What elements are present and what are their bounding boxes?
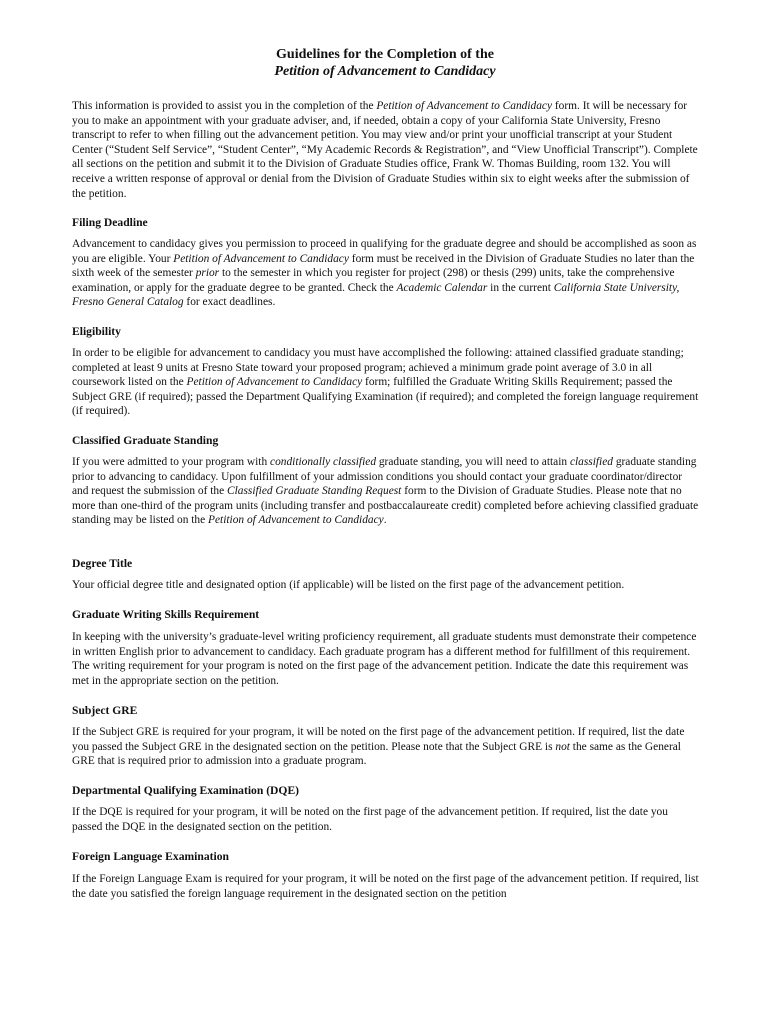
italic-text-run: Classified Graduate Standing Request <box>227 485 402 498</box>
text-run: graduate standing prior to advancing to candidacy. Upon fulfillment of your admission conditions you should contact your graduate coordinator/director and request the submission of the <box>72 456 697 498</box>
text-run: Your official degree title and designated option (if applicable) will be listed on the first page of the advancement petition. <box>72 579 625 591</box>
intro-paragraph <box>72 99 700 201</box>
italic-text-run: prior <box>195 267 220 280</box>
text-run: In order to be eligible for advancement to candidacy you must have accomplished the following: attained classified graduate standing; completed at least 9 units at Fresno State toward your proposed program; achieved a minimum grade point average of 3.0 in all coursework listed on the <box>72 347 684 389</box>
section-body-eligibility <box>72 346 700 419</box>
italic-text-run: California State University, Fresno General Catalog <box>72 281 680 309</box>
italic-text-run: Petition of Advancement to Candidacy <box>186 376 363 389</box>
text-run: in the current <box>487 281 554 294</box>
text-run: This information is provided to assist you in the completion of the <box>72 100 377 112</box>
text-run: to the semester in which you register for project (298) or thesis (299) units, take the comprehensive examination, or apply for the graduate degree to be granted. Check the <box>72 267 675 294</box>
text-run: If the Subject GRE is required for your program, it will be noted on the first page of the advancement petition. If required, list the date you passed the Subject GRE in the designated section on the petition. Please note that the Subject GRE is <box>72 726 685 753</box>
italic-text-run: classified <box>569 456 613 468</box>
section-heading-degree-title: Degree Title <box>72 557 133 570</box>
title-line-2: Petition of Advancement to Candidacy <box>274 64 496 79</box>
section-heading-classified-standing: Classified Graduate Standing <box>72 434 219 447</box>
section-body-dqe <box>72 805 700 834</box>
text-run: for exact deadlines. <box>183 296 276 309</box>
section-body-writing-skills <box>72 630 700 688</box>
section-body-subject-gre <box>72 725 700 769</box>
italic-text-run: Petition of Advancement to Candidacy <box>208 514 384 527</box>
text-run: graduate standing, you will need to attain <box>376 456 570 468</box>
text-run: form must be received in the Division of Graduate Studies no later than the sixth week of the semester <box>72 252 695 280</box>
text-run: form. It will be necessary for you to make an appointment with your graduate adviser, and, if needed, obtain a copy of your California State University, Fresno transcript to refer to when filling out the advancement petition. You may view and/or print your unofficial transcript at your Student Center (“Student Self Service”, “Student Center”, “My Academic Records & Registration”, and “View Unofficial Transcript”). Complete all sections on the petition and submit it to the Division of Graduate Studies office, Frank W. Thomas Building, room 132. You will receive a written response of approval or denial from the Division of Graduate Studies within six to eight weeks after the submission of the petition. <box>72 100 698 200</box>
text-run: form; fulfilled the Graduate Writing Skills Requirement; passed the Subject GRE (if required); passed the Department Qualifying Examination (if required); and completed the foreign language requirement (if required). <box>72 376 699 418</box>
italic-text-run: conditionally classified <box>270 456 377 468</box>
section-body-filing-deadline <box>72 237 700 310</box>
title-line-1: Guidelines for the Completion of the <box>276 47 494 62</box>
section-heading-dqe: Departmental Qualifying Examination (DQE) <box>72 784 300 797</box>
section-body-degree-title <box>72 578 700 593</box>
italic-text-run: Petition of Advancement to Candidacy <box>173 252 349 265</box>
text-run: In keeping with the university’s graduate-level writing proficiency requirement, all graduate students must demonstrate their competence in written English prior to advancement to candidacy. Each graduate program has a different method for fulfillment of this requirement. The writing requirement for your program is noted on the first page of the advancement petition. Indicate the date this requirement was met in the appropriate section on the petition. <box>72 631 697 687</box>
text-run: . <box>383 514 387 527</box>
text-run: If the Foreign Language Exam is required for your program, it will be noted on the first page of the advancement petition. If required, list the date you satisfied the foreign language requirement in the designated section on the petition <box>72 873 699 900</box>
section-heading-eligibility: Eligibility <box>72 325 121 338</box>
section-heading-subject-gre: Subject GRE <box>72 704 138 717</box>
italic-text-run: Petition of Advancement to Candidacy <box>376 100 553 112</box>
section-body-classified-standing <box>72 455 700 528</box>
document-title <box>0 46 770 80</box>
text-run: Advancement to candidacy gives you permission to proceed in qualifying for the graduate degree and should be accomplished as soon as you are eligible. Your <box>72 238 697 265</box>
italic-text-run: not <box>555 740 570 753</box>
text-run: form to the Division of Graduate Studies. Please note that no more than one-third of the program units (including transfer and postbaccalaureate credit) completed before achieving classified graduate standing may be listed on the <box>72 485 699 527</box>
section-heading-filing-deadline: Filing Deadline <box>72 216 148 229</box>
text-run: If you were admitted to your program with <box>72 456 271 468</box>
text-run: the same as the General GRE that is required prior to admission into a graduate program. <box>72 740 681 768</box>
section-body-foreign-language <box>72 872 700 901</box>
italic-text-run: Academic Calendar <box>396 281 488 294</box>
text-run: If the DQE is required for your program, it will be noted on the first page of the advancement petition. If required, list the date you passed the DQE in the designated section on the petition. <box>72 806 668 833</box>
section-heading-foreign-language: Foreign Language Examination <box>72 850 229 863</box>
section-heading-writing-skills: Graduate Writing Skills Requirement <box>72 608 260 621</box>
